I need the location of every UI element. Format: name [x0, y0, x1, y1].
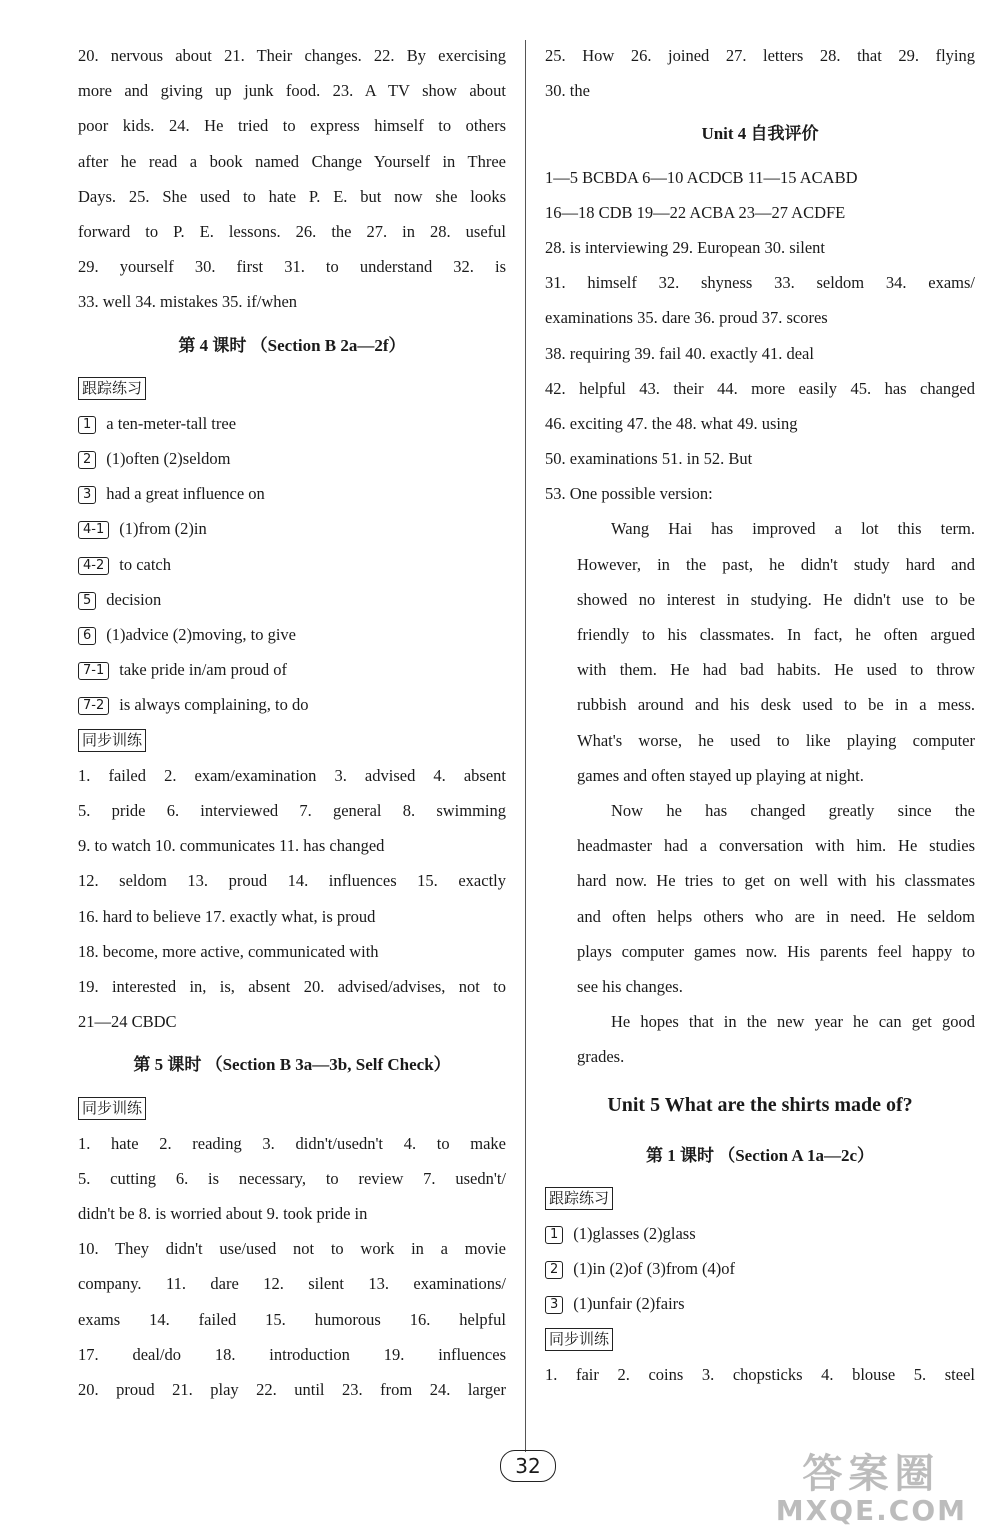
- answer-line: 12. seldom 13. proud 14. influences 15. exactly: [78, 871, 506, 891]
- essay-line: headmaster had a conversation with him. He studies: [577, 836, 975, 856]
- answer-line: 28. is interviewing 29. European 30. silent: [545, 237, 825, 257]
- answer-line: 33. well 34. mistakes 35. if/when: [78, 292, 298, 312]
- answer-line: didn't be 8. is worried about 9. took pride in: [78, 1204, 368, 1223]
- answer-line: 16—18 CDB 19—22 ACBA 23—27 ACDFE: [545, 202, 846, 222]
- answer-line: 20. proud 21. play 22. until 23. from 24. larger: [78, 1379, 506, 1399]
- essay-line: What's worse, he used to like playing computer: [577, 730, 975, 750]
- answer-line: 53. One possible version:: [545, 484, 713, 504]
- answer-line: 1. hate 2. reading 3. didn't/usedn't 4. to make: [78, 1133, 506, 1153]
- left-column: [78, 38, 506, 1407]
- tracking-item: 3 had a great influence on: [78, 476, 506, 511]
- section-5-title: 第 5 课时 （Section B 3a—3b, Self Check）: [133, 1055, 451, 1075]
- essay-line: see his changes.: [577, 976, 683, 996]
- answer-line: 1. fair 2. coins 3. chopsticks 4. blouse 5. steel: [545, 1364, 975, 1384]
- answer-line: 50. examinations 51. in 52. But: [545, 449, 753, 469]
- answer-line: 46. exciting 47. the 48. what 49. using: [545, 413, 798, 433]
- tracking-item: 2 (1)in (2)of (3)from (4)of: [545, 1251, 975, 1286]
- answer-line: examinations 35. dare 36. proud 37. scores: [545, 308, 828, 328]
- section-4-title: 第 4 课时 （Section B 2a—2f）: [178, 335, 406, 355]
- answer-line: 42. helpful 43. their 44. more easily 45. has changed: [545, 378, 975, 398]
- column-divider: [525, 40, 526, 1452]
- answer-line: 1. failed 2. exam/examination 3. advised 4. absent: [78, 765, 506, 785]
- tracking-practice-label: 跟踪练习: [545, 1187, 613, 1210]
- tracking-practice-label: 跟踪练习: [78, 377, 146, 400]
- answer-line: 30. the: [545, 81, 590, 101]
- answer-line: 21—24 CBDC: [78, 1012, 177, 1032]
- essay-line: He hopes that in the new year he can get good: [611, 1012, 975, 1032]
- right-column: [545, 38, 975, 1392]
- essay-line: with them. He had bad habits. He used to throw: [577, 660, 975, 680]
- essay-line: However, in the past, he didn't study hard and: [577, 554, 975, 574]
- sync-training-label: 同步训练: [78, 729, 146, 752]
- answer-line: 10. They didn't use/used not to work in a movie: [78, 1239, 506, 1259]
- essay-line: grades.: [577, 1047, 625, 1067]
- tracking-item: 3 (1)unfair (2)fairs: [545, 1286, 975, 1321]
- answer-line: 16. hard to believe 17. exactly what, is proud: [78, 906, 376, 926]
- answer-line: 29. yourself 30. first 31. to understand 32. is: [78, 257, 506, 277]
- essay-line: rubbish around and his desk used to be in a mess.: [577, 695, 975, 715]
- essay-line: plays computer games now. His parents feel happy to: [577, 941, 975, 961]
- answer-line: 25. How 26. joined 27. letters 28. that 29. flying: [545, 46, 975, 65]
- essay-line: hard now. He tries to get on well with his classmates: [577, 871, 975, 891]
- tracking-item: 7-2 is always complaining, to do: [78, 687, 506, 722]
- answer-line: 31. himself 32. shyness 33. seldom 34. exams/: [545, 273, 975, 293]
- tracking-item: 6 (1)advice (2)moving, to give: [78, 617, 506, 652]
- answer-line: 38. requiring 39. fail 40. exactly 41. deal: [545, 343, 814, 363]
- answer-line: forward to P. E. lessons. 26. the 27. in 28. useful: [78, 221, 506, 241]
- answer-line: 17. deal/do 18. introduction 19. influences: [78, 1344, 506, 1364]
- answer-line: 20. nervous about 21. Their changes. 22. By exercising: [78, 46, 506, 65]
- answer-line: more and giving up junk food. 23. A TV show about: [78, 81, 506, 101]
- sync-training-label: 同步训练: [78, 1097, 146, 1120]
- essay-line: Wang Hai has improved a lot this term.: [611, 519, 975, 539]
- essay-line: and often helps others who are in need. He seldom: [577, 906, 975, 926]
- tracking-item: 4-2 to catch: [78, 547, 506, 582]
- watermark-logo: 答案圈 MXQE.COM: [775, 1451, 967, 1527]
- sync-training-label: 同步训练: [545, 1328, 613, 1351]
- tracking-item: 1 a ten-meter-tall tree: [78, 406, 506, 441]
- section-1-title: 第 1 课时 （Section A 1a—2c）: [645, 1145, 875, 1165]
- answer-line: after he read a book named Change Yourself in Three: [78, 151, 506, 171]
- answer-line: 1—5 BCBDA 6—10 ACDCB 11—15 ACABD: [545, 167, 858, 187]
- essay-line: showed no interest in studying. He didn't use to be: [577, 589, 975, 609]
- page-number: 32: [500, 1450, 556, 1482]
- tracking-item: 1 (1)glasses (2)glass: [545, 1216, 975, 1251]
- answer-line: 5. cutting 6. is necessary, to review 7. usedn't/: [78, 1168, 506, 1188]
- tracking-item: 7-1 take pride in/am proud of: [78, 652, 506, 687]
- tracking-item: 2 (1)often (2)seldom: [78, 441, 506, 476]
- answer-line: 19. interested in, is, absent 20. advised/advises, not to: [78, 976, 506, 996]
- answer-line: exams 14. failed 15. humorous 16. helpful: [78, 1309, 506, 1329]
- tracking-item: 5 decision: [78, 582, 506, 617]
- essay-line: games and often stayed up playing at night.: [577, 765, 864, 785]
- answer-line: Days. 25. She used to hate P. E. but now she looks: [78, 186, 506, 206]
- answer-line: 9. to watch 10. communicates 11. has changed: [78, 836, 385, 856]
- unit-4-title: Unit 4 自我评价: [701, 124, 819, 144]
- answer-line: poor kids. 24. He tried to express himself to others: [78, 116, 506, 136]
- answer-line: 5. pride 6. interviewed 7. general 8. swimming: [78, 800, 506, 820]
- tracking-item: 4-1 (1)from (2)in: [78, 511, 506, 546]
- essay-line: friendly to his classmates. In fact, he often argued: [577, 625, 975, 644]
- answer-line: 18. become, more active, communicated with: [78, 941, 379, 961]
- unit-5-title: Unit 5 What are the shirts made of?: [607, 1094, 913, 1117]
- essay-line: Now he has changed greatly since the: [611, 800, 975, 820]
- answer-line: company. 11. dare 12. silent 13. examinations/: [78, 1274, 506, 1294]
